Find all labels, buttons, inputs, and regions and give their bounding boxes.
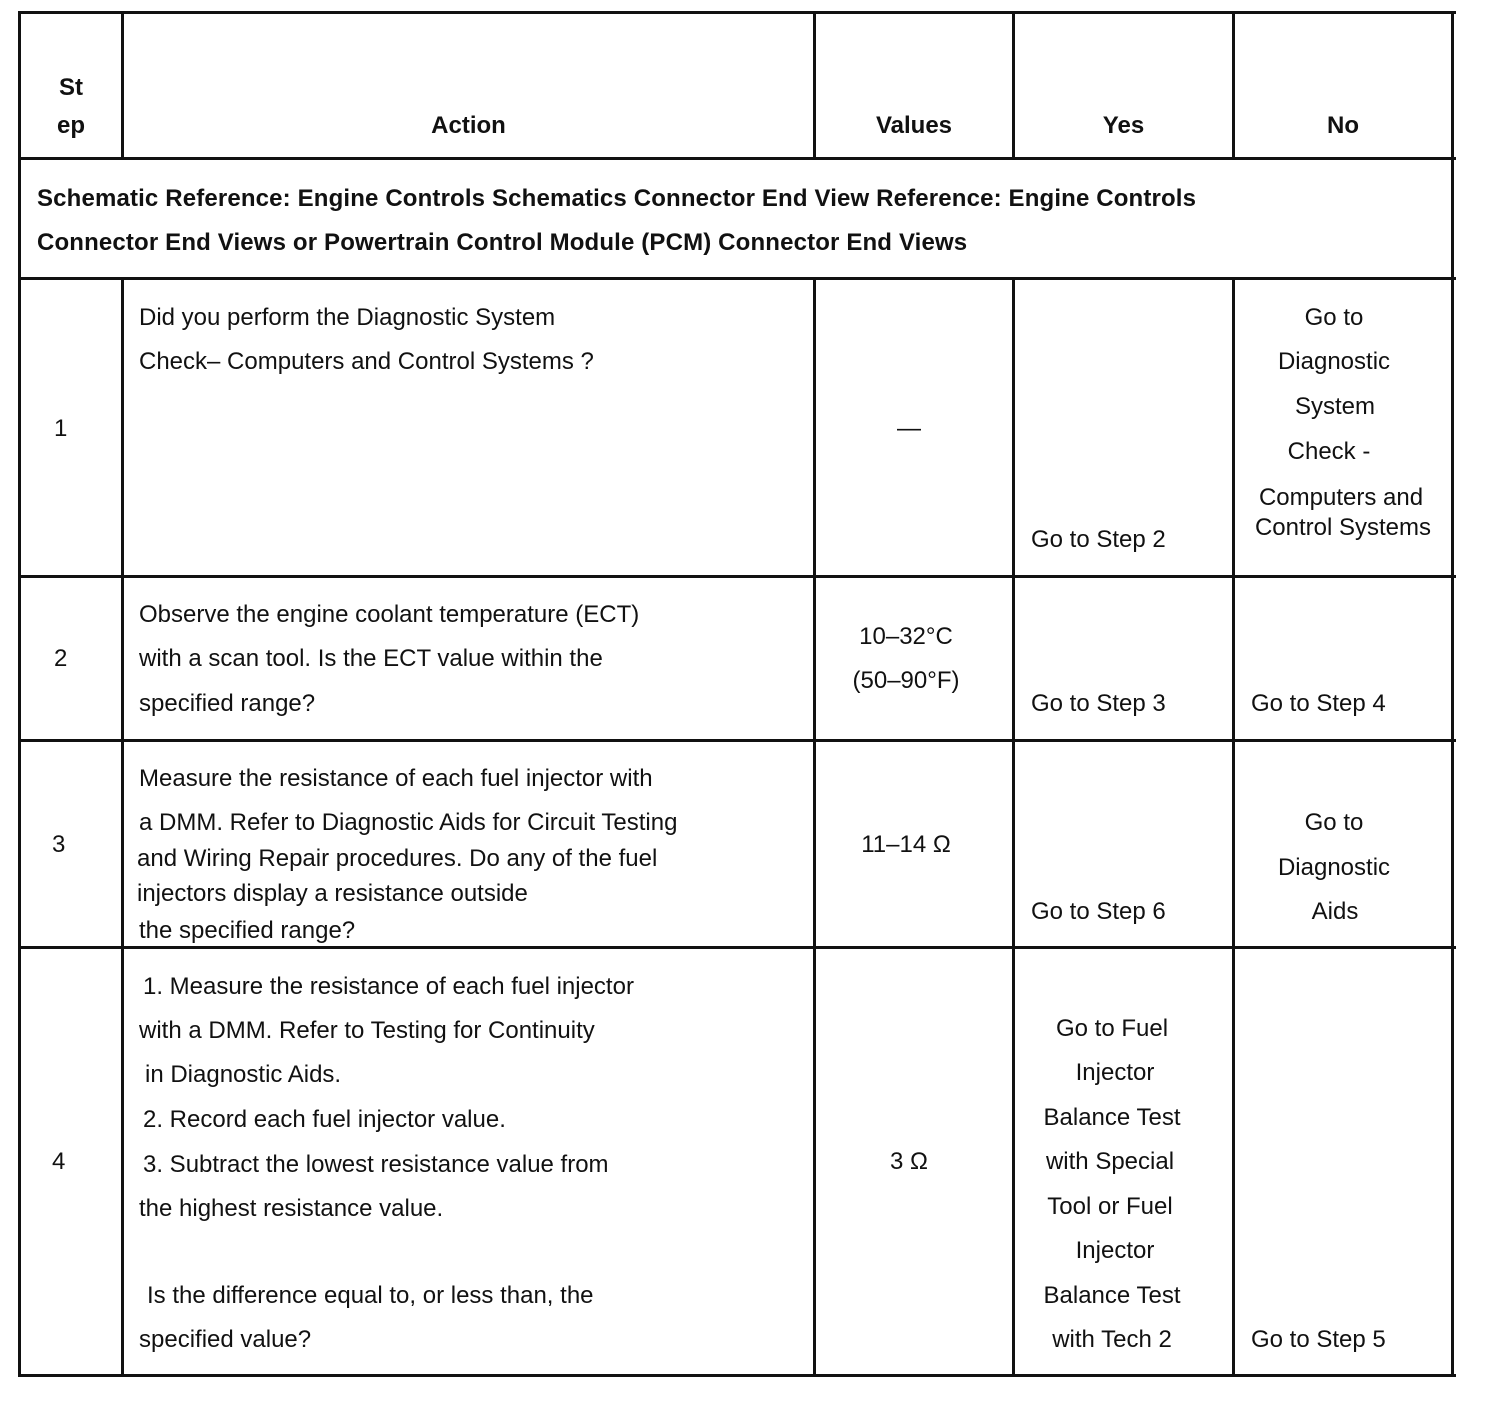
action-text: injectors display a resistance outside: [137, 880, 528, 907]
yes-text: Tool or Fuel: [1047, 1193, 1173, 1220]
value-text: 10–32°C: [859, 623, 953, 650]
value-text: 3 Ω: [890, 1148, 928, 1175]
table-border-left: [18, 11, 21, 1377]
no-text: Go to: [1304, 304, 1364, 331]
yes-text: Go to Fuel: [1055, 1015, 1169, 1042]
header-step: ep: [56, 112, 85, 139]
action-text: 2. Record each fuel injector value.: [143, 1106, 506, 1133]
yes-text: Balance Test: [1043, 1104, 1181, 1131]
no-text: Check -: [1287, 438, 1371, 465]
no-text: Computers and: [1258, 484, 1424, 511]
table-rule-header: [19, 157, 1456, 160]
step-number: 4: [52, 1148, 66, 1175]
action-text: 1. Measure the resistance of each fuel injector: [143, 973, 634, 1000]
action-text: Observe the engine coolant temperature (ECT): [139, 601, 640, 628]
no-text: Aids: [1311, 898, 1359, 925]
header-no: No: [1327, 112, 1359, 139]
yes-text: Go to Step 2: [1031, 526, 1166, 553]
action-text: with a DMM. Refer to Testing for Continuity: [139, 1017, 595, 1044]
table-rule-reference: [19, 277, 1456, 280]
header-values: Values: [875, 112, 953, 139]
no-text: Control Systems: [1254, 514, 1432, 541]
yes-text: Injector: [1075, 1237, 1155, 1264]
table-border-right: [1451, 11, 1454, 1377]
no-text: System: [1294, 393, 1375, 420]
header-yes: Yes: [1102, 112, 1145, 139]
action-text: a DMM. Refer to Diagnostic Aids for Circuit Testing: [139, 809, 678, 836]
no-text: Go to Step 5: [1251, 1326, 1386, 1353]
action-text: Check– Computers and Control Systems ?: [139, 348, 594, 375]
schematic-reference: Schematic Reference: Engine Controls Schematics Connector End View Reference: Engine Controls: [37, 185, 1197, 212]
action-text: with a scan tool. Is the ECT value within the: [139, 645, 603, 672]
action-text: the highest resistance value.: [139, 1195, 444, 1222]
step-number: 3: [52, 831, 66, 858]
step-number: 1: [54, 415, 68, 442]
table-rule-row1: [19, 575, 1456, 578]
schematic-reference: Connector End Views or Powertrain Control Module (PCM) Connector End Views: [37, 229, 968, 256]
table-rule-row2: [19, 739, 1456, 742]
yes-text: Balance Test: [1043, 1282, 1181, 1309]
yes-text: Go to Step 6: [1031, 898, 1166, 925]
value-text: 11–14 Ω: [861, 831, 951, 858]
no-text: Diagnostic: [1277, 348, 1391, 375]
no-text: Diagnostic: [1277, 854, 1391, 881]
column-rule-step: [121, 277, 124, 1377]
no-text: Go to: [1304, 809, 1364, 836]
no-text: Go to Step 4: [1251, 690, 1386, 717]
table-rule-top: [19, 11, 1456, 14]
value-text: —: [897, 415, 921, 442]
yes-text: Go to Step 3: [1031, 690, 1166, 717]
action-text: specified range?: [139, 690, 316, 717]
action-text: the specified range?: [139, 917, 356, 944]
action-text: Did you perform the Diagnostic System: [139, 304, 556, 331]
action-text: Is the difference equal to, or less than, the: [147, 1282, 594, 1309]
action-text: and Wiring Repair procedures. Do any of the fuel: [137, 845, 658, 872]
yes-text: with Special: [1045, 1148, 1175, 1175]
action-text: Measure the resistance of each fuel injector with: [139, 765, 653, 792]
table-rule-bottom: [19, 1374, 1456, 1377]
action-text: in Diagnostic Aids.: [145, 1061, 342, 1088]
step-number: 2: [54, 645, 68, 672]
action-text: 3. Subtract the lowest resistance value from: [143, 1151, 609, 1178]
action-text: specified value?: [139, 1326, 312, 1353]
header-action: Action: [431, 112, 506, 139]
yes-text: Injector: [1075, 1059, 1155, 1086]
yes-text: with Tech 2: [1052, 1326, 1172, 1353]
value-text: (50–90°F): [852, 667, 960, 694]
header-step: St: [59, 74, 83, 101]
